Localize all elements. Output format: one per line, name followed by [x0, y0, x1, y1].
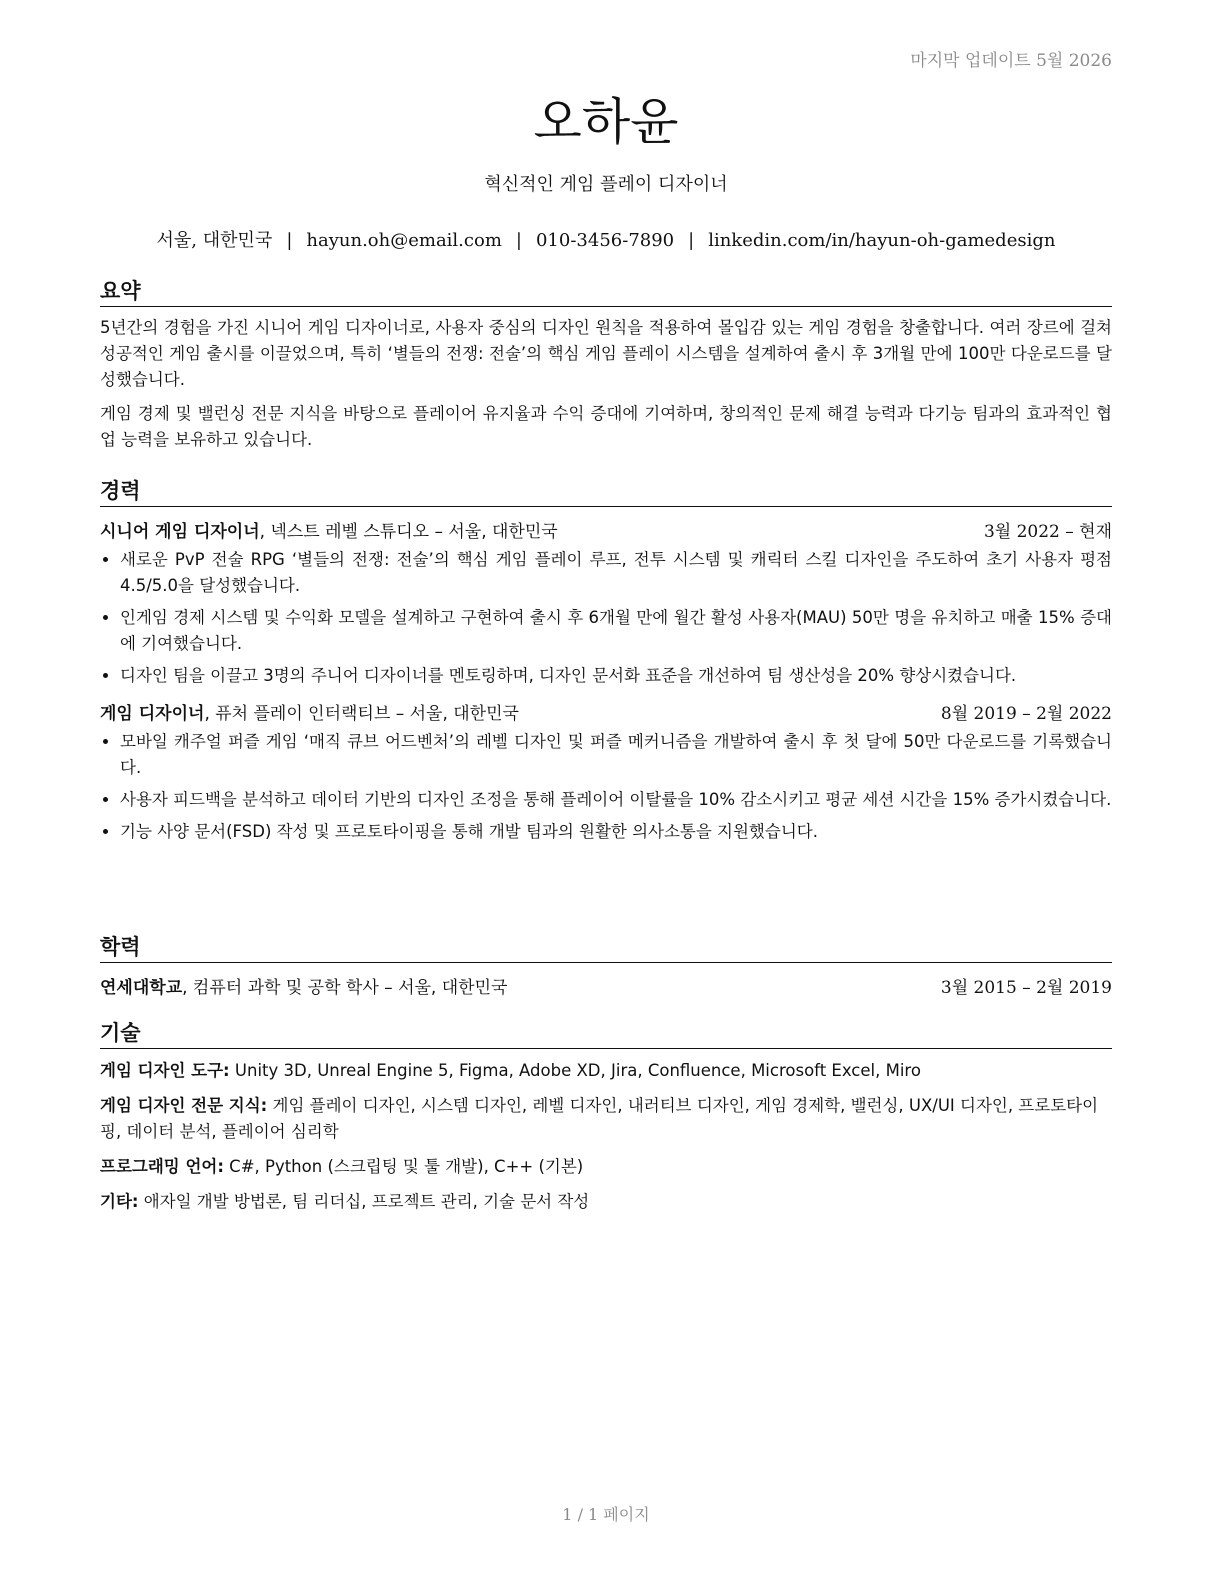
- contact-separator: |: [688, 230, 695, 251]
- contact-separator: |: [515, 230, 522, 251]
- job-bullets: [100, 547, 1112, 689]
- job-title: 게임 디자이너: [100, 704, 205, 724]
- skill-line: [100, 1058, 1112, 1084]
- summary-paragraph-1: 5년간의 경험을 가진 시니어 게임 디자이너로, 사용자 중심의 디자인 원칙을 적용하여 몰입감 있는 게임 경험을 창출합니다. 여러 장르에 걸쳐 성공적인 게임 출시를 이끌었으며, 특히 ‘별들의 전쟁: 전술’의 핵심 게임 플레이 시스템을 설계하여 출시 후 3개월 만에 100만 다운로드를 달성했습니다.: [100, 318, 1112, 389]
- job-bullet: • 인게임 경제 시스템 및 수익화 모델을 설계하고 구현하여 출시 후 6개월 만에 월간 활성 사용자(MAU) 50만 명을 유치하고 매출 15% 증대에 기여했습니다.: [120, 605, 1112, 657]
- skills-section: [100, 1020, 1112, 1215]
- skill-values: 애자일 개발 방법론, 팀 리더십, 프로젝트 관리, 기술 문서 작성: [138, 1192, 590, 1211]
- education-school: 연세대학교: [100, 978, 183, 998]
- page-number: 1 / 1 페이지: [562, 1505, 650, 1524]
- job-header: [100, 701, 1112, 727]
- job-entry: [100, 701, 1112, 845]
- summary-paragraph-2: 게임 경제 및 밸런싱 전문 지식을 바탕으로 플레이어 유지율과 수익 증대에 기여하며, 창의적인 문제 해결 능력과 다기능 팀과의 효과적인 협업 능력을 보유하고 있습니다.: [100, 404, 1112, 449]
- job-title: 시니어 게임 디자이너: [100, 522, 260, 542]
- skill-line: [100, 1189, 1112, 1215]
- summary-heading: 요약: [100, 278, 1112, 307]
- education-section: [100, 934, 1112, 1001]
- job-bullet: • 모바일 캐주얼 퍼즐 게임 ‘매직 큐브 어드벤처’의 레벨 디자인 및 퍼즐 메커니즘을 개발하여 출시 후 첫 달에 50만 다운로드를 기록했습니다.: [120, 729, 1112, 781]
- job-organization: , 퓨처 플레이 인터랙티브 – 서울, 대한민국: [204, 704, 519, 724]
- job-bullet: • 기능 사양 문서(FSD) 작성 및 프로토타이핑을 통해 개발 팀과의 원활한 의사소통을 지원했습니다.: [120, 819, 1112, 845]
- skill-line: [100, 1154, 1112, 1180]
- skill-values: 게임 플레이 디자인, 시스템 디자인, 레벨 디자인, 내러티브 디자인, 게임 경제학, 밸런싱, UX/UI 디자인, 프로토타이핑, 데이터 분석, 플레이어 심리학: [100, 1096, 1099, 1141]
- contact-separator: |: [286, 230, 293, 251]
- education-entry: [100, 975, 1112, 1001]
- contact-location: 서울, 대한민국: [156, 230, 273, 251]
- job-bullet: • 새로운 PvP 전술 RPG ‘별들의 전쟁: 전술’의 핵심 게임 플레이 루프, 전투 시스템 및 캐릭터 스킬 디자인을 주도하여 초기 사용자 평점 4.5/5.0을 달성했습니다.: [120, 547, 1112, 599]
- job-bullet: • 사용자 피드백을 분석하고 데이터 기반의 디자인 조정을 통해 플레이어 이탈률을 10% 감소시키고 평균 세션 시간을 15% 증가시켰습니다.: [120, 787, 1112, 813]
- contact-line: [100, 226, 1112, 252]
- last-updated: 마지막 업데이트 5월 2026: [910, 51, 1112, 71]
- education-heading: 학력: [100, 934, 1112, 963]
- summary-section: [100, 278, 1112, 453]
- contact-email[interactable]: hayun.oh@email.com: [306, 230, 502, 251]
- experience-heading: 경력: [100, 478, 1112, 507]
- skill-values: C#, Python (스크립팅 및 툴 개발), C++ (기본): [223, 1157, 584, 1176]
- job-dates: 3월 2022 – 현재: [983, 522, 1112, 542]
- education-degree: , 컴퓨터 과학 및 공학 학사 – 서울, 대한민국: [182, 978, 508, 998]
- experience-section: [100, 478, 1112, 851]
- skills-heading: 기술: [100, 1020, 1112, 1049]
- candidate-name: 오하윤: [533, 93, 679, 151]
- skill-category: 기타:: [100, 1192, 139, 1211]
- candidate-headline: 혁신적인 게임 플레이 디자이너: [484, 174, 728, 195]
- skill-category: 게임 디자인 도구:: [100, 1061, 230, 1080]
- job-organization: , 넥스트 레벨 스튜디오 – 서울, 대한민국: [259, 522, 558, 542]
- skill-values: Unity 3D, Unreal Engine 5, Figma, Adobe XD, Jira, Confluence, Microsoft Excel, Miro: [229, 1061, 921, 1080]
- contact-phone: 010-3456-7890: [535, 230, 675, 251]
- skill-category: 프로그래밍 언어:: [100, 1157, 224, 1176]
- contact-linkedin[interactable]: linkedin.com/in/hayun-oh-gamedesign: [708, 230, 1056, 251]
- job-bullets: [100, 729, 1112, 845]
- education-dates: 3월 2015 – 2월 2019: [940, 978, 1112, 998]
- job-dates: 8월 2019 – 2월 2022: [940, 704, 1112, 724]
- skill-line: [100, 1093, 1112, 1145]
- resume-page: [100, 0, 1112, 1584]
- job-entry: [100, 519, 1112, 689]
- job-header: [100, 519, 1112, 545]
- skill-category: 게임 디자인 전문 지식:: [100, 1096, 268, 1115]
- job-bullet: • 디자인 팀을 이끌고 3명의 주니어 디자이너를 멘토링하며, 디자인 문서화 표준을 개선하여 팀 생산성을 20% 향상시켰습니다.: [120, 663, 1112, 689]
